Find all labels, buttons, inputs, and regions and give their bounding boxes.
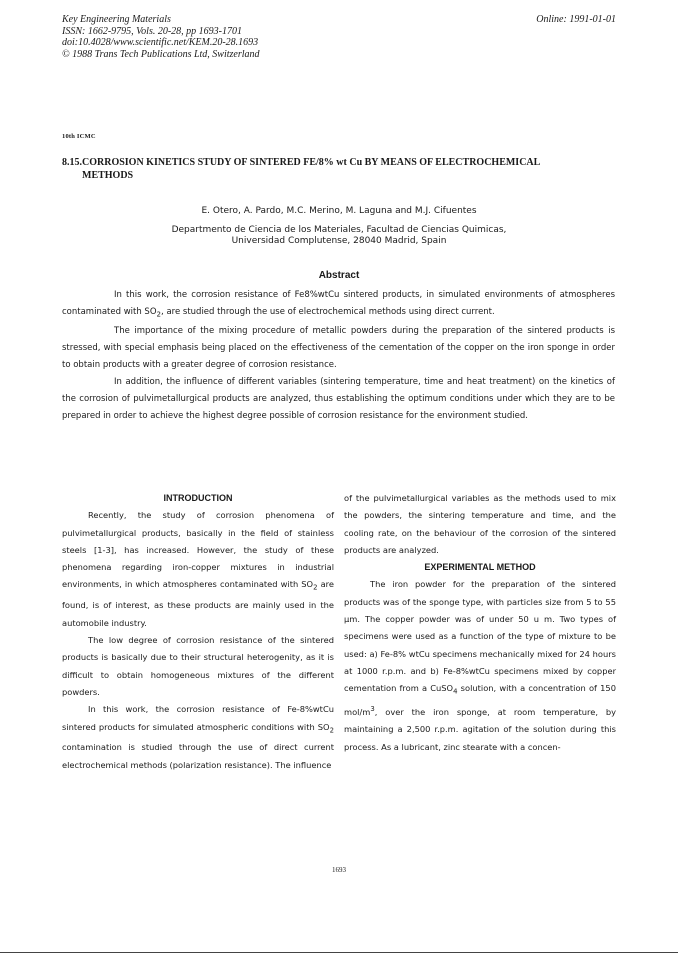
intro-p3-text: In this work, the corrosion resistance of Fe-8%wtCu sintered products for simulated atmospheric conditions with SO — [62, 704, 334, 732]
title-line-2: METHODS — [82, 169, 134, 181]
abstract-p1-text: In this work, the corrosion resistance of Fe8%wtCu sintered products, in simulated environments of atmospheres contaminated with SO — [62, 290, 615, 317]
authors: E. Otero, A. Pardo, M.C. Merino, M. Laguna and M.J. Cifuentes — [201, 206, 477, 216]
experimental-text-mid: solution, with a concentration of 150 mol/m — [344, 683, 616, 717]
intro-p1-subscript: 2 — [313, 584, 318, 593]
right-column — [344, 490, 616, 756]
online-date: Online: 1991-01-01 — [536, 14, 616, 25]
affiliation-line-1: Departmento de Ciencia de los Materiales, Facultad de Ciencias Quimicas, — [171, 225, 507, 235]
abstract-paragraph: The importance of the mixing procedure of metallic powders during the preparation of the sintered products is stressed, with special emphasis being placed on the effectiveness of the cementation of the copper on the iron sponge in order to obtain products with a greater degree of corrosion resistance. — [62, 325, 615, 370]
abstract-paragraph — [62, 287, 615, 323]
conference-label: 10th ICMC — [62, 133, 96, 140]
intro-paragraph — [62, 701, 334, 774]
experimental-subscript: 4 — [453, 687, 458, 696]
abstract-paragraph: In addition, the influence of different variables (sintering temperature, time and heat treatment) on the kinetics of the corrosion of pulvimetallurgical products are analyzed, thus establishing the optimum conditions under which they are to be prepared in order to achieve the highest degree possible of corrosion resistance for the environment studied. — [62, 376, 615, 421]
bottom-rule — [0, 952, 678, 953]
abstract-body — [62, 287, 615, 425]
journal-header — [62, 14, 616, 60]
section-number: 8.15. — [62, 157, 82, 168]
issn-line: ISSN: 1662-9795, Vols. 20-28, pp 1693-1701 — [62, 25, 242, 37]
paper-title — [62, 157, 618, 182]
intro-paragraph: The low degree of corrosion resistance of the sintered products is basically due to their structural heterogenity, as it is difficult to obtain homogeneous mixtures of the different powders. — [62, 635, 334, 697]
introduction-heading: INTRODUCTION — [163, 493, 233, 503]
intro-p3-subscript: 2 — [329, 726, 334, 735]
experimental-paragraph — [344, 576, 616, 755]
journal-name: Key Engineering Materials — [62, 14, 171, 25]
experimental-superscript: 3 — [370, 705, 375, 714]
affiliation-line-2: Universidad Complutense, 28040 Madrid, Spain — [231, 236, 447, 246]
abstract-p1-text-end: , are studied through the use of electrochemical methods using direct current. — [161, 307, 495, 317]
left-column — [62, 490, 334, 774]
affiliation — [60, 225, 618, 247]
intro-p1-text-end: are found, is of interest, as these products are mainly used in the automobile industry. — [62, 579, 334, 628]
intro-continuation: of the pulvimetallurgical variables as the methods used to mix the powders, the sintering temperature and time, and the cooling rate, on the behaviour of the corrosion of the sintered products are analyzed. — [344, 493, 616, 555]
abstract-heading: Abstract — [318, 270, 360, 281]
experimental-text: The iron powder for the preparation of the sintered products was of the sponge type, with particles size from 5 to 55 µm. The copper powder was of under 50 u m. Two types of specimens were used as a function of the type of mixture to be used: a) Fe-8% wtCu specimens mechanically mixed for 24 hours at 1000 r.p.m. and b) Fe-8%wtCu specimens mixed by copper cementation from a CuSO — [344, 579, 616, 694]
intro-paragraph — [62, 507, 334, 632]
intro-p1-text: Recently, the study of corrosion phenomena of pulvimetallurgical products, basically in the field of stainless steels [1-3], has increased. However, the study of these phenomena regarding iron-copper mixtures in industrial environments, in which atmospheres contaminated with SO — [62, 510, 334, 590]
intro-p3-text-end: contamination is studied through the use of direct current electrochemical methods (polarization resistance). The influence — [62, 742, 334, 770]
copyright-line: © 1988 Trans Tech Publications Ltd, Switzerland — [62, 48, 260, 60]
doi-line: doi:10.4028/www.scientific.net/KEM.20-28.1693 — [62, 37, 259, 48]
title-line-1: CORROSION KINETICS STUDY OF SINTERED FE/8% wt Cu BY MEANS OF ELECTROCHEMICAL — [82, 157, 541, 168]
page-number: 1693 — [332, 866, 346, 874]
experimental-text-end: , over the iron sponge, at room temperature, by maintaining a 2,500 r.p.m. agitation of the solution during this process. As a lubricant, zinc stearate with a concen- — [344, 706, 616, 752]
abstract-p1-subscript: 2 — [156, 309, 162, 319]
experimental-heading: EXPERIMENTAL METHOD — [424, 562, 536, 573]
